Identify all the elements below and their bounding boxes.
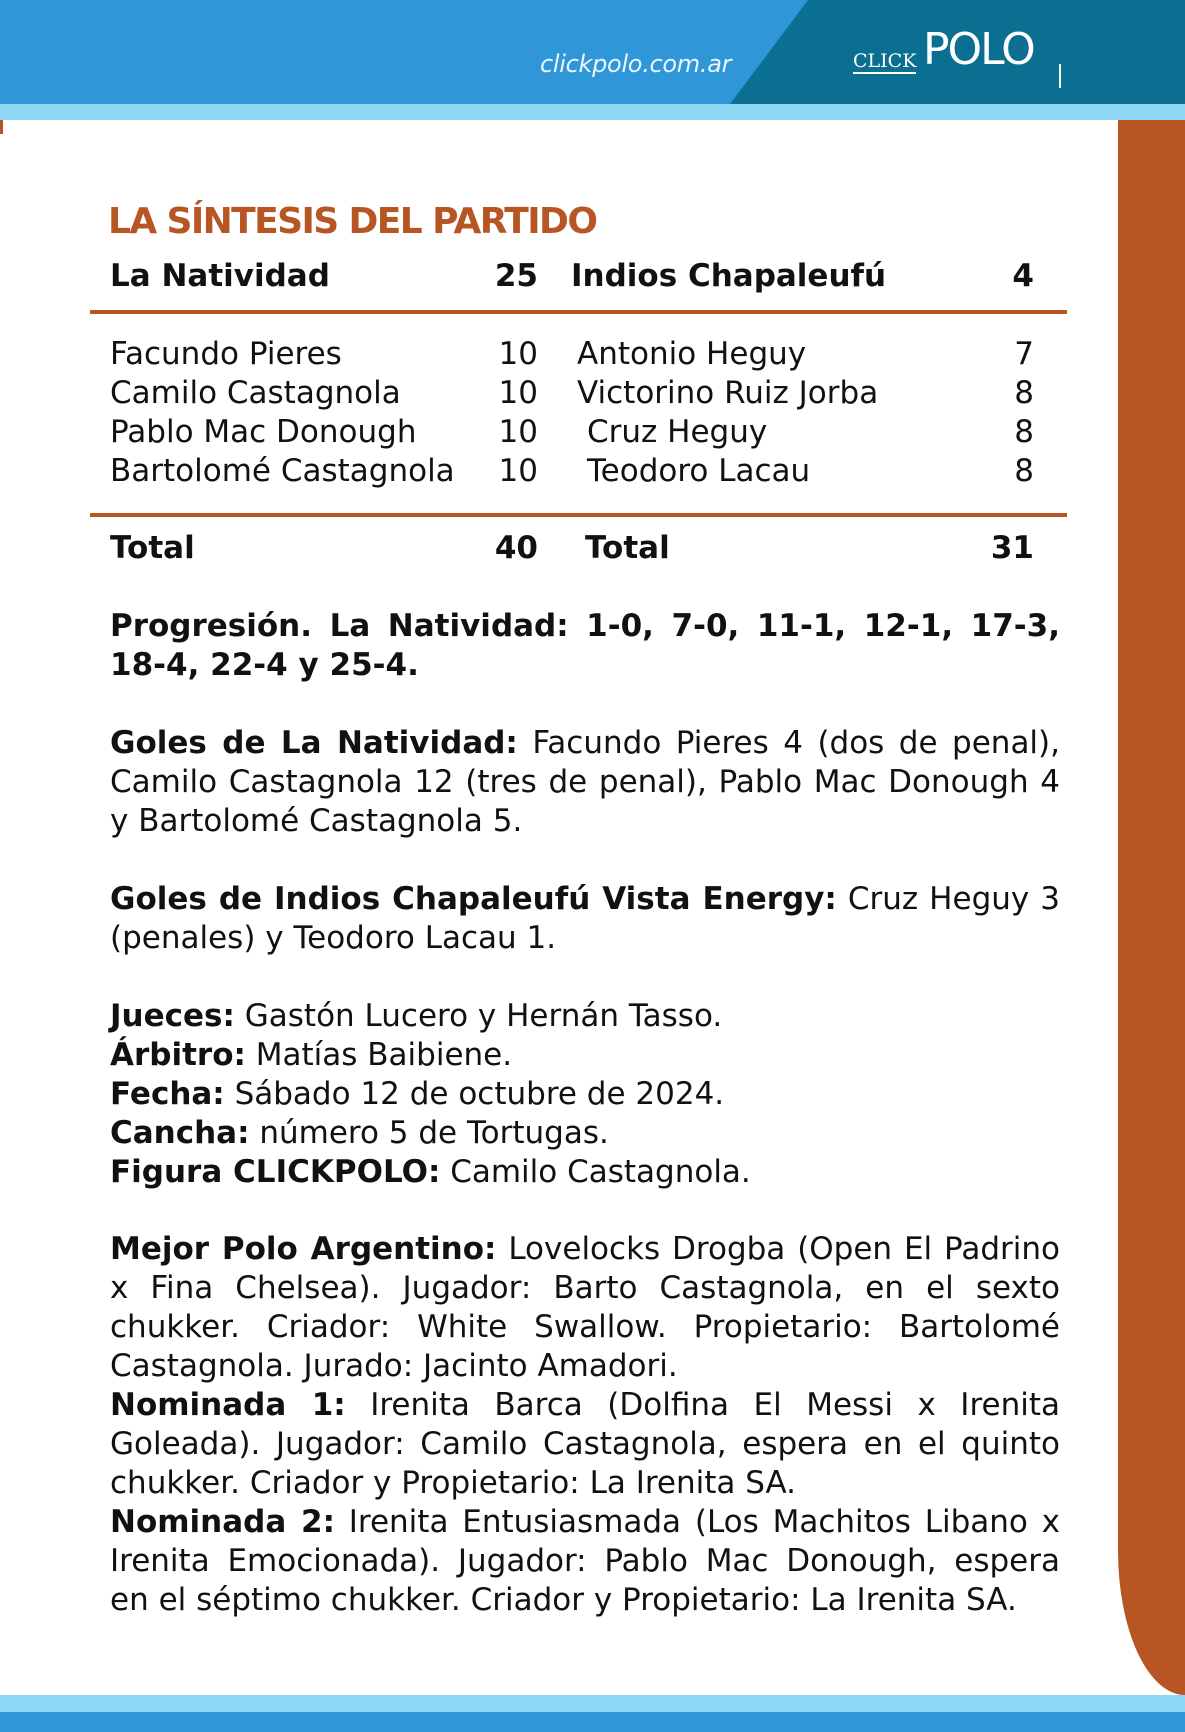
nominada-2-paragraph (110, 1503, 1060, 1620)
nominada-1-text: Irenita Barca (Dolfina El Messi x Irenita Goleada). Jugador: Camilo Castagnola, espera en el quinto chukker. Criador y Propietario: La Irenita SA. (110, 1387, 1060, 1501)
jueces-label: Jueces: (110, 998, 235, 1034)
home-total-label: Total (110, 530, 195, 566)
home-player-name: Camilo Castagnola (110, 375, 401, 411)
footer-stripe (0, 1695, 1185, 1712)
home-player-handicap: 10 (498, 414, 538, 450)
goles-away-label: Goles de Indios Chapaleufú Vista Energy: (110, 881, 837, 917)
home-total-value: 40 (494, 530, 538, 566)
figura-value: Camilo Castagnola. (440, 1154, 751, 1190)
left-accent-mark (0, 120, 3, 134)
mejor-polo-label: Mejor Polo Argentino: (110, 1231, 497, 1267)
jueces-line (110, 997, 1060, 1036)
away-team-name: Indios Chapaleufú (571, 258, 887, 294)
side-accent-bar (1118, 120, 1185, 1695)
away-total-label: Total (585, 530, 670, 566)
progresion-text: Progresión. La Natividad: 1-0, 7-0, 11-1, 12-1, 17-3, 18-4, 22-4 y 25-4. (110, 608, 1060, 683)
mejor-polo-text: Lovelocks Drogba (Open El Padrino x Fina Chelsea). Jugador: Barto Castagnola, en el sexto chukker. Criador: White Swallow. Propietario: Bartolomé Castagnola. Jurado: Jacinto Amadori. (110, 1231, 1060, 1384)
home-team-name: La Natividad (110, 258, 330, 294)
fecha-label: Fecha: (110, 1076, 225, 1112)
site-url: clickpolo.com.ar (540, 50, 732, 78)
mejor-polo-paragraph (110, 1230, 1060, 1386)
nominada-1-label: Nominada 1: (110, 1387, 346, 1423)
logo-mark (1059, 64, 1061, 88)
awards-section (110, 1230, 1060, 1620)
logo-click-text: CLICK (853, 50, 917, 72)
arbitro-label: Árbitro: (110, 1037, 246, 1073)
goles-away-text: Cruz Heguy 3 (penales) y Teodoro Lacau 1. (110, 881, 1060, 956)
away-team-score: 4 (1012, 258, 1034, 294)
divider-top (90, 310, 1067, 314)
nominada-2-label: Nominada 2: (110, 1504, 335, 1540)
home-player-name: Bartolomé Castagnola (110, 453, 455, 489)
away-player-name: Antonio Heguy (577, 336, 807, 372)
figura-label: Figura CLICKPOLO: (110, 1154, 441, 1190)
goles-home-label: Goles de La Natividad: (110, 725, 518, 761)
home-player-handicap: 10 (498, 453, 538, 489)
away-total-value: 31 (990, 530, 1034, 566)
cancha-label: Cancha: (110, 1115, 250, 1151)
goles-away-paragraph (110, 880, 1060, 958)
home-player-handicap: 10 (498, 336, 538, 372)
away-player-handicap: 8 (1014, 414, 1034, 450)
footer-band (0, 1712, 1185, 1732)
divider-bottom (90, 513, 1067, 517)
nominada-1-paragraph (110, 1386, 1060, 1503)
page-title: LA SÍNTESIS DEL PARTIDO (108, 201, 597, 242)
cancha-value: número 5 de Tortugas. (249, 1115, 609, 1151)
away-player-handicap: 7 (1014, 336, 1034, 372)
figura-line (110, 1153, 1060, 1192)
goles-home-paragraph (110, 724, 1060, 841)
fecha-line (110, 1075, 1060, 1114)
header-stripe (0, 104, 1185, 120)
home-team-score: 25 (494, 258, 538, 294)
jueces-value: Gastón Lucero y Hernán Tasso. (234, 998, 723, 1034)
home-player-name: Facundo Pieres (110, 336, 342, 372)
arbitro-line (110, 1036, 1060, 1075)
away-player-name: Teodoro Lacau (587, 453, 811, 489)
goles-home-text: Facundo Pieres 4 (dos de penal), Camilo Castagnola 12 (tres de penal), Pablo Mac Donough 4 y Bartolomé Castagnola 5. (110, 725, 1060, 839)
away-player-name: Victorino Ruiz Jorba (577, 375, 879, 411)
arbitro-value: Matías Baibiene. (245, 1037, 513, 1073)
logo-polo-text: POLO (923, 24, 1034, 75)
cancha-line (110, 1114, 1060, 1153)
away-player-handicap: 8 (1014, 375, 1034, 411)
away-player-name: Cruz Heguy (587, 414, 768, 450)
match-info (110, 997, 1060, 1192)
home-player-handicap: 10 (498, 375, 538, 411)
home-player-name: Pablo Mac Donough (110, 414, 417, 450)
away-player-handicap: 8 (1014, 453, 1034, 489)
clickpolo-logo (853, 26, 1061, 90)
fecha-value: Sábado 12 de octubre de 2024. (224, 1076, 725, 1112)
progresion-paragraph (110, 607, 1060, 685)
nominada-2-text: Irenita Entusiasmada (Los Machitos Libano x Irenita Emocionada). Jugador: Pablo Mac Donough, espera en el séptimo chukker. Criador y Propietario: La Irenita SA. (110, 1504, 1060, 1618)
